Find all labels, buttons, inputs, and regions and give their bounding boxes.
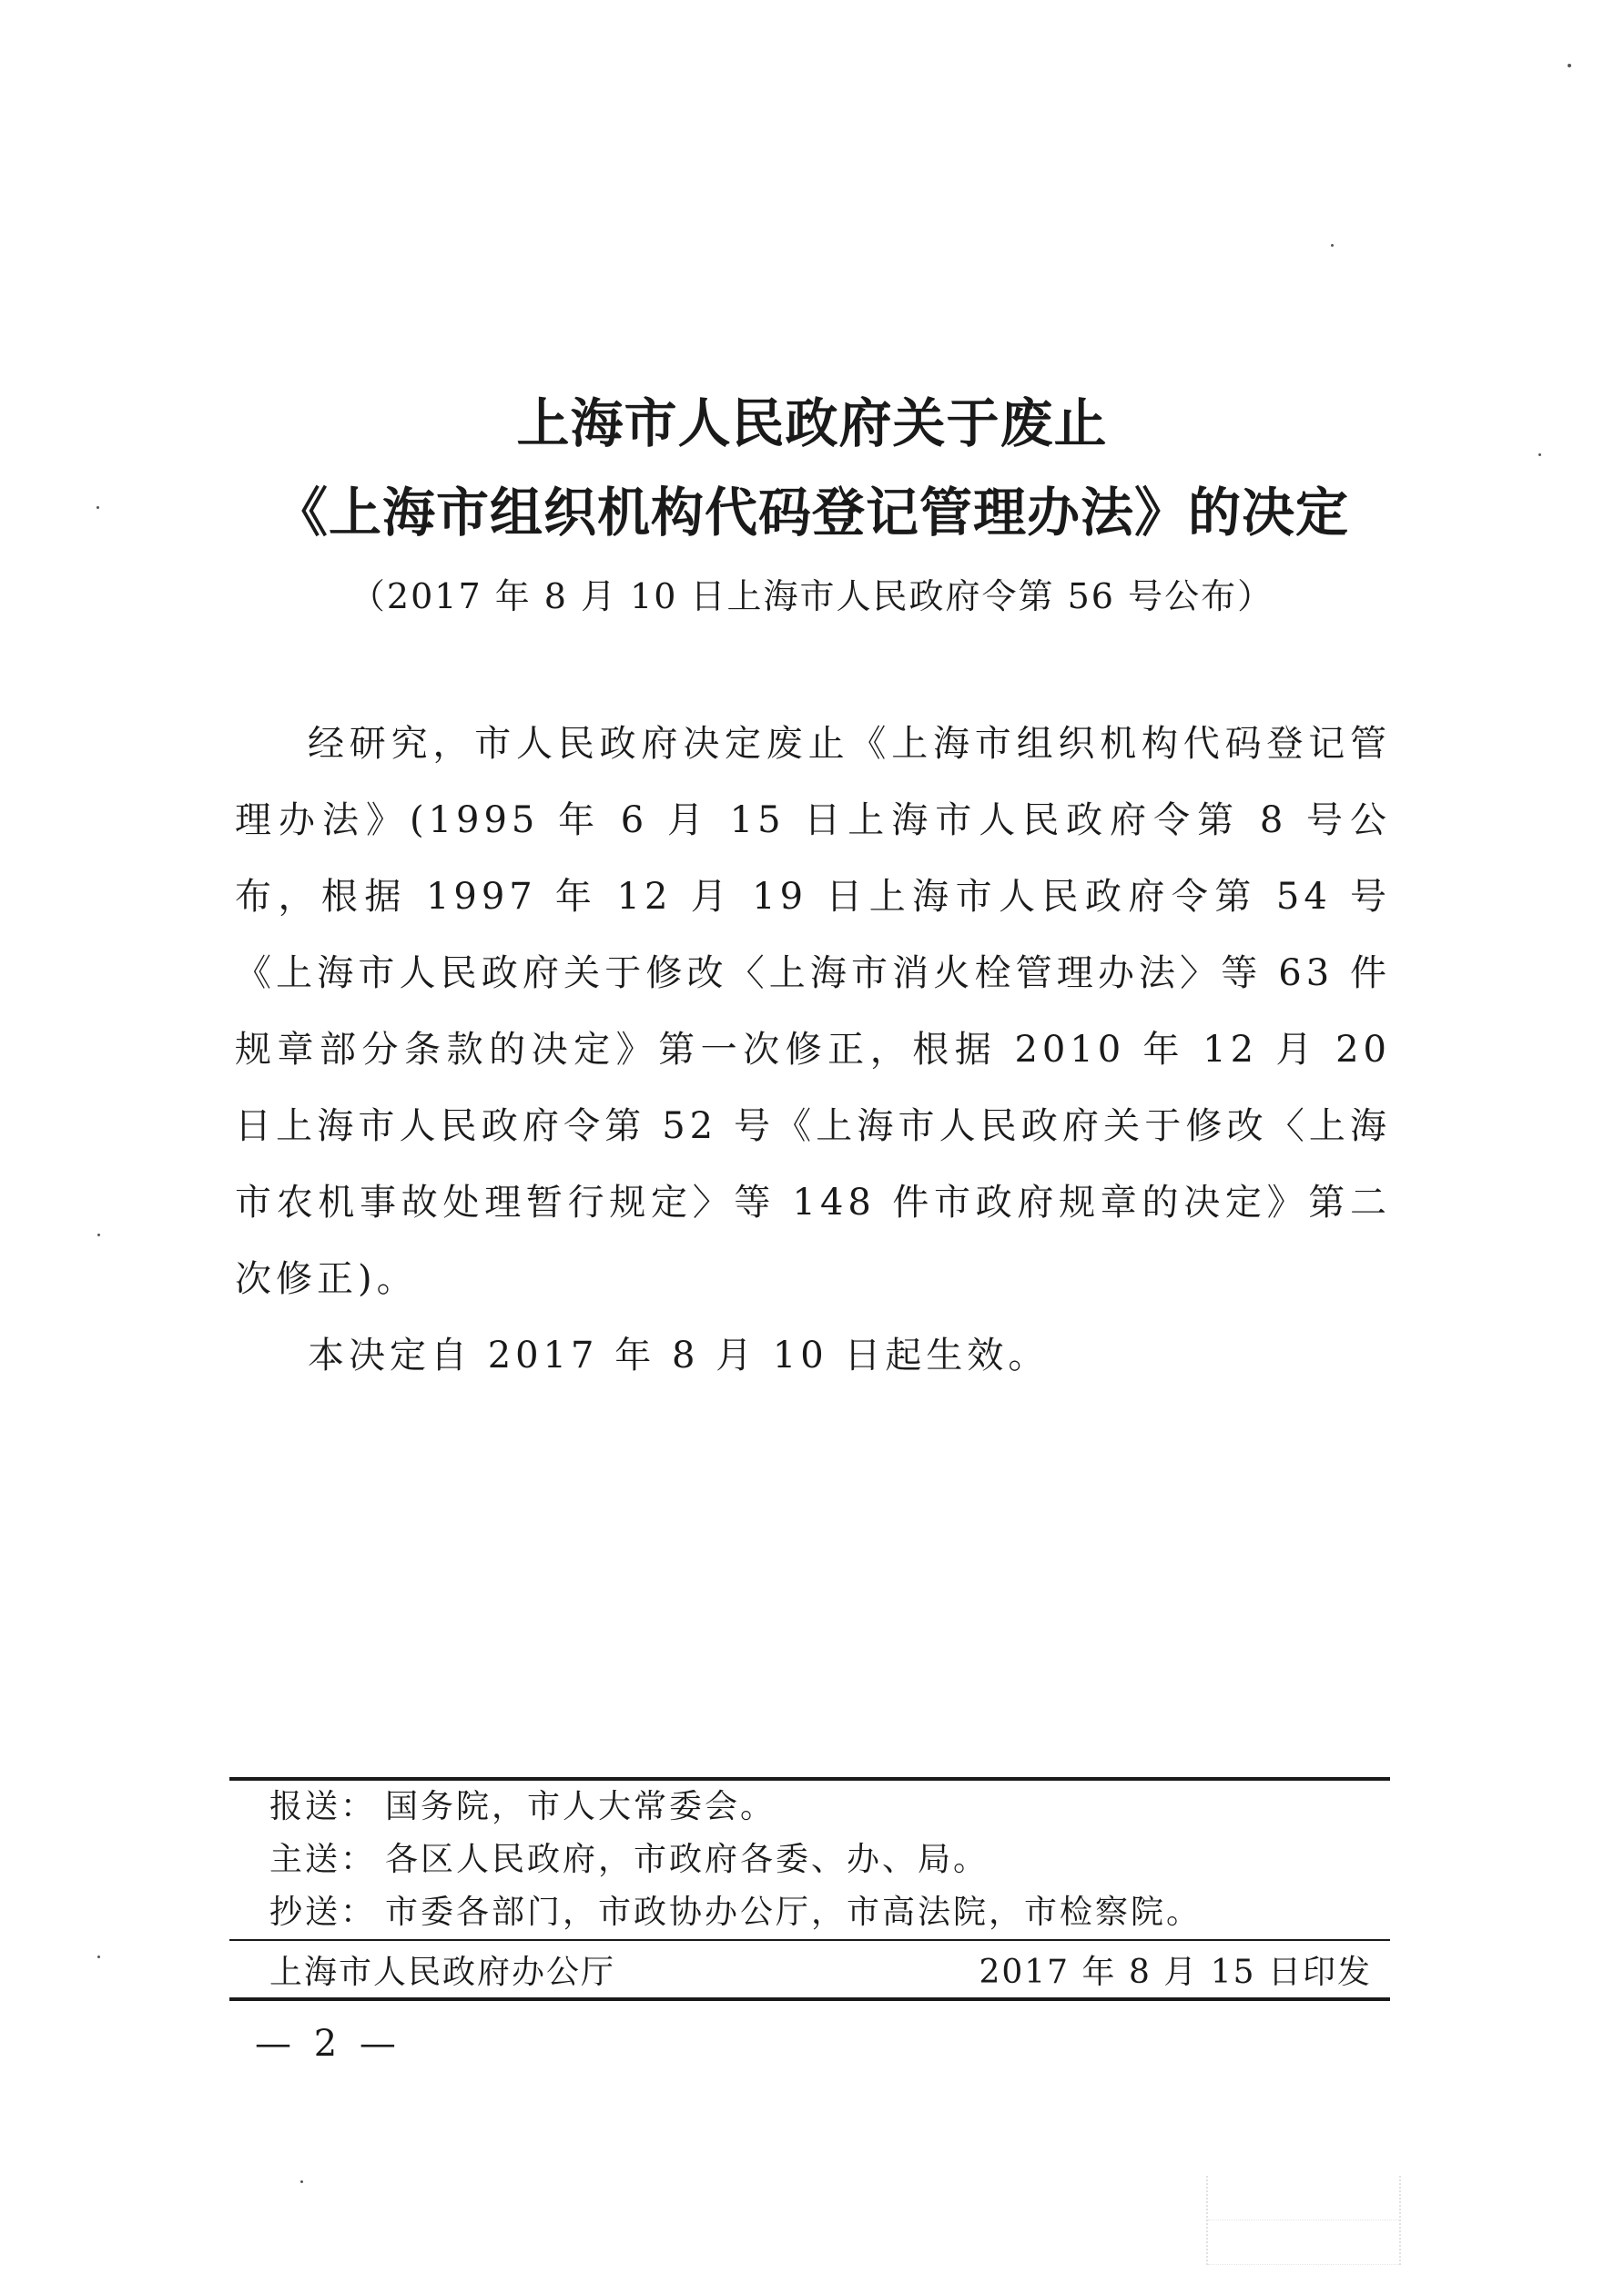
scan-speck (1568, 64, 1571, 67)
faint-stamp-mark (1206, 2176, 1401, 2265)
scan-speck (97, 1234, 100, 1236)
chaosong-value: 市委各部门，市政协办公厅，市高法院，市检察院。 (385, 1894, 1203, 1931)
chaosong-label: 抄送： (269, 1894, 377, 1931)
baosong-line (229, 1781, 1390, 1834)
body-paragraph: 本决定自 2017 年 8 月 10 日起生效。 (308, 1335, 1050, 1377)
stamp-row (1208, 2176, 1399, 2220)
scan-speck (1331, 244, 1334, 247)
scan-speck (300, 2180, 303, 2183)
zhusong-value: 各区人民政府，市政府各委、办、局。 (385, 1841, 990, 1878)
chaosong-line (229, 1886, 1390, 1939)
document-subtitle: （2017 年 8 月 10 日上海市人民政府令第 56 号公布） (350, 576, 1274, 616)
distribution-footer (229, 1777, 1390, 2001)
zhusong-label: 主送： (269, 1841, 377, 1878)
footer-bottom-rule (229, 1997, 1390, 2001)
page-number: — 2 — (255, 2023, 401, 2065)
scan-speck (96, 506, 99, 509)
document-title-line-1: 上海市人民政府关于废止 (516, 392, 1108, 454)
issue-row (229, 1941, 1390, 1997)
baosong-value: 国务院，市人大常委会。 (385, 1788, 776, 1825)
scan-speck (1538, 453, 1541, 456)
body-paragraph: 经研究，市人民政府决定废止《上海市组织机构代码登记管理办法》(1995 年 6 月 15 日上海市人民政府令第 8 号公布，根据 1997 年 12 月 19 日上海市人民政府令第 54 号《上海市人民政府关于修改〈上海市消火栓管理办法〉等 63 件规章部分条款的决定》第一次修正，根据 2010 年 12 月 20 日上海市人民政府令第 52 号《上海市人民政府关于修改〈上海市农机事故处理暂行规定〉等 148 件市政府规章的决定》第二次修正)。 (235, 723, 1391, 1300)
stamp-row (1208, 2220, 1399, 2265)
issue-date: 2017 年 8 月 15 日印发 (979, 1953, 1372, 1991)
baosong-label: 报送： (269, 1788, 377, 1825)
scan-speck (97, 1956, 100, 1958)
document-body (235, 706, 1391, 1394)
document-title-line-2: 《上海市组织机构代码登记管理办法》的决定 (274, 482, 1349, 544)
zhusong-line (229, 1834, 1390, 1886)
issuer: 上海市人民政府办公厅 (269, 1953, 616, 1991)
